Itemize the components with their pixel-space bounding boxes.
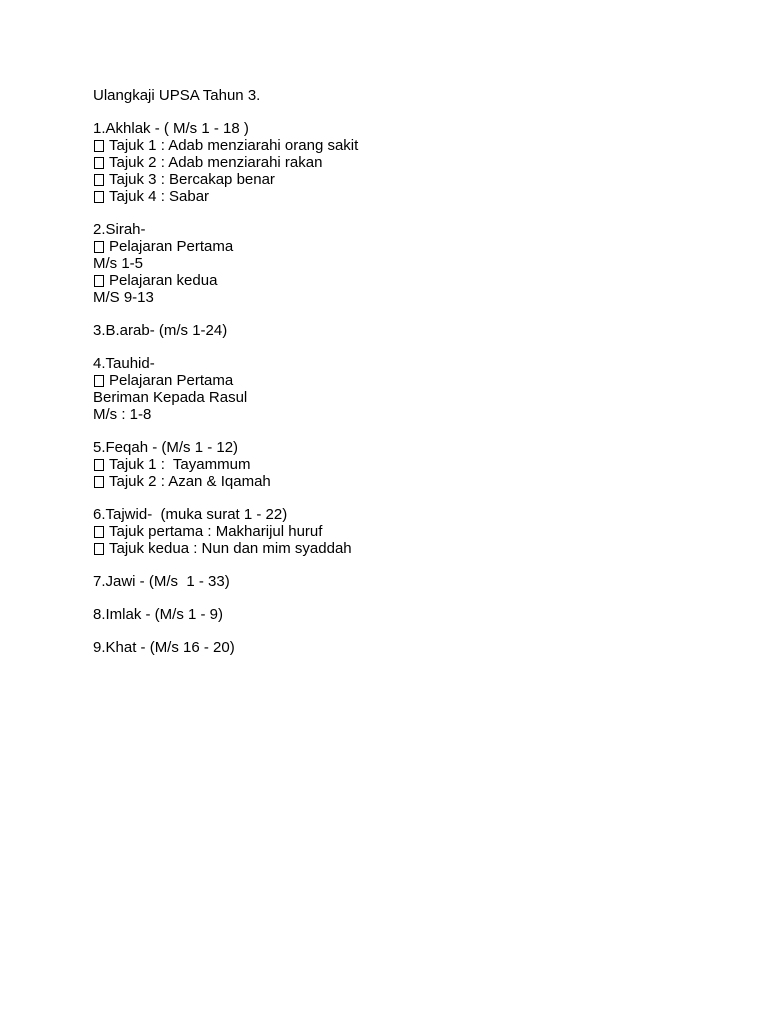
list-item bbox=[93, 171, 693, 188]
list-item-text: Beriman Kepada Rasul bbox=[93, 389, 248, 406]
section bbox=[93, 573, 693, 590]
list-item-text: M/S 9-13 bbox=[93, 289, 154, 306]
bullet-box-icon bbox=[94, 174, 104, 186]
section-heading: 2.Sirah- bbox=[93, 221, 146, 238]
list-item bbox=[93, 406, 693, 423]
section bbox=[93, 439, 693, 490]
bullet-box-icon bbox=[94, 543, 104, 555]
bullet-box-icon bbox=[94, 157, 104, 169]
section-heading: 7.Jawi - (M/s 1 - 33) bbox=[93, 573, 230, 590]
section-list bbox=[93, 120, 693, 656]
list-item bbox=[93, 540, 693, 557]
list-item-text: Tajuk 3 : Bercakap benar bbox=[109, 171, 275, 188]
list-item bbox=[93, 238, 693, 255]
bullet-box-icon bbox=[94, 526, 104, 538]
list-item bbox=[93, 255, 693, 272]
section-heading: 1.Akhlak - ( M/s 1 - 18 ) bbox=[93, 120, 249, 137]
list-item bbox=[93, 154, 693, 171]
list-item bbox=[93, 473, 693, 490]
list-item-text: Pelajaran Pertama bbox=[109, 372, 234, 389]
list-item-text: Tajuk 1 : Adab menziarahi orang sakit bbox=[109, 137, 359, 154]
list-item bbox=[93, 289, 693, 306]
list-item-text: Tajuk 4 : Sabar bbox=[109, 188, 210, 205]
section-heading: 9.Khat - (M/s 16 - 20) bbox=[93, 639, 235, 656]
section bbox=[93, 120, 693, 205]
section-heading: 5.Feqah - (M/s 1 - 12) bbox=[93, 439, 239, 456]
bullet-box-icon bbox=[94, 191, 104, 203]
list-item bbox=[93, 523, 693, 540]
list-item bbox=[93, 456, 693, 473]
list-item-text: Tajuk kedua : Nun dan mim syaddah bbox=[109, 540, 352, 557]
bullet-box-icon bbox=[94, 140, 104, 152]
list-item bbox=[93, 389, 693, 406]
bullet-box-icon bbox=[94, 459, 104, 471]
document-title: Ulangkaji UPSA Tahun 3. bbox=[93, 87, 261, 104]
section bbox=[93, 221, 693, 306]
list-item-text: Pelajaran kedua bbox=[109, 272, 218, 289]
list-item-text: Tajuk pertama : Makharijul huruf bbox=[109, 523, 323, 540]
bullet-box-icon bbox=[94, 476, 104, 488]
section-heading: 4.Tauhid- bbox=[93, 355, 155, 372]
list-item bbox=[93, 272, 693, 289]
section bbox=[93, 355, 693, 423]
list-item-text: Tajuk 2 : Adab menziarahi rakan bbox=[109, 154, 323, 171]
list-item bbox=[93, 188, 693, 205]
list-item bbox=[93, 137, 693, 154]
list-item-text: Pelajaran Pertama bbox=[109, 238, 234, 255]
section-heading: 8.Imlak - (M/s 1 - 9) bbox=[93, 606, 224, 623]
list-item bbox=[93, 372, 693, 389]
bullet-box-icon bbox=[94, 375, 104, 387]
bullet-box-icon bbox=[94, 275, 104, 287]
bullet-box-icon bbox=[94, 241, 104, 253]
section-heading: 6.Tajwid- (muka surat 1 - 22) bbox=[93, 506, 288, 523]
section bbox=[93, 506, 693, 557]
section bbox=[93, 639, 693, 656]
list-item-text: M/s 1-5 bbox=[93, 255, 144, 272]
section bbox=[93, 322, 693, 339]
list-item-text: Tajuk 1 : Tayammum bbox=[109, 456, 251, 473]
section bbox=[93, 606, 693, 623]
section-heading: 3.B.arab- (m/s 1-24) bbox=[93, 322, 228, 339]
list-item-text: Tajuk 2 : Azan & Iqamah bbox=[109, 473, 271, 490]
document-content bbox=[93, 87, 693, 672]
list-item-text: M/s : 1-8 bbox=[93, 406, 152, 423]
